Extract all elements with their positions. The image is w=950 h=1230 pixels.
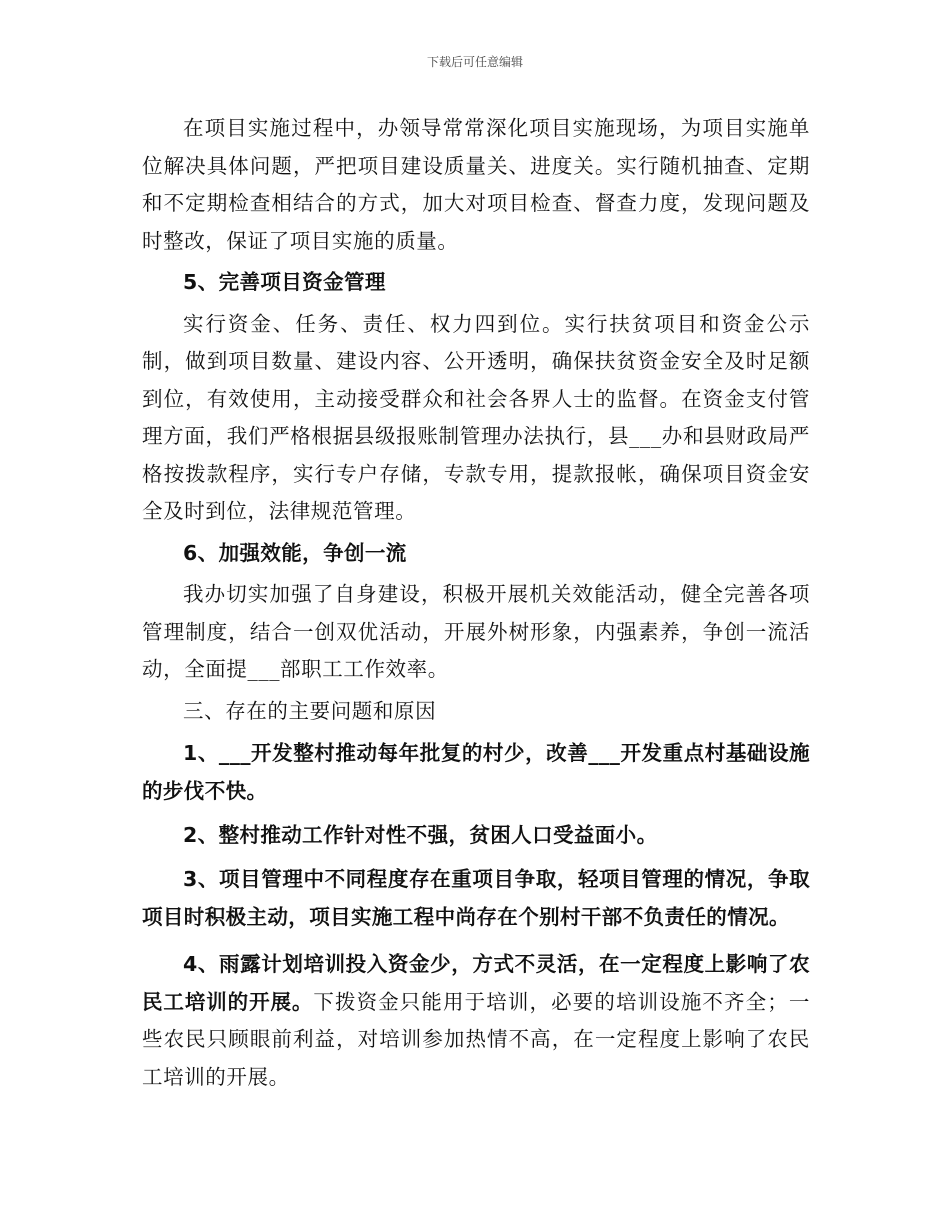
page-header: 下载后可任意编辑 <box>426 55 523 69</box>
paragraph-efficiency: 我办切实加强了自身建设，积极开展机关效能活动，健全完善各项管理制度，结合一创双优活动，开展外树形象，内强素养，争创一流活动，全面提___部职工工作效率。 <box>142 582 810 681</box>
problem-item-4 <box>142 946 810 1096</box>
problem-item-4-rest: 下拨资金只能用于培训，必要的培训设施不齐全；一些农民只顾眼前利益，对培训参加热情不高，在一定程度上影响了农民工培训的开展。 <box>142 989 810 1089</box>
problem-item-3: 3、项目管理中不同程度存在重项目争取，轻项目管理的情况，争取项目时积极主动，项目实施工程中尚存在个别村干部不负责任的情况。 <box>142 867 810 929</box>
heading-efficiency: 6、加强效能，争创一流 <box>183 540 407 565</box>
problem-item-1: 1、___开发整村推动每年批复的村少，改善___开发重点村基础设施的步伐不快。 <box>142 741 810 803</box>
document-body <box>142 110 810 1096</box>
heading-fund-management: 5、完善项目资金管理 <box>183 270 386 294</box>
paragraph-project-implementation: 在项目实施过程中，办领导常常深化项目实施现场，为项目实施单位解决具体问题，严把项目建设质量关、进度关。实行随机抽查、定期和不定期检查相结合的方式，加大对项目检查、督查力度，发现问题及时整改，保证了项目实施的质量。 <box>142 116 810 253</box>
section-heading-problems: 三、存在的主要问题和原因 <box>183 698 437 723</box>
problem-item-2: 2、整村推动工作针对性不强，贫困人口受益面小。 <box>183 823 658 847</box>
problem-item-4-bold: 4、雨露计划培训投入资金少，方式不灵活，在一定程度上影响了农民工培训的开展。 <box>142 952 810 1014</box>
paragraph-fund-management: 实行资金、任务、责任、权力四到位。实行扶贫项目和资金公示制，做到项目数量、建设内容、公开透明，确保扶贫资金安全及时足额到位，有效使用，主动接受群众和社会各界人士的监督。在资金支付管理方面，我们严格根据县级报账制管理办法执行，县___办和县财政局严格按拨款程序，实行专户存储，专款专用，提款报帐，确保项目资金安全及时到位，法律规范管理。 <box>142 311 810 523</box>
